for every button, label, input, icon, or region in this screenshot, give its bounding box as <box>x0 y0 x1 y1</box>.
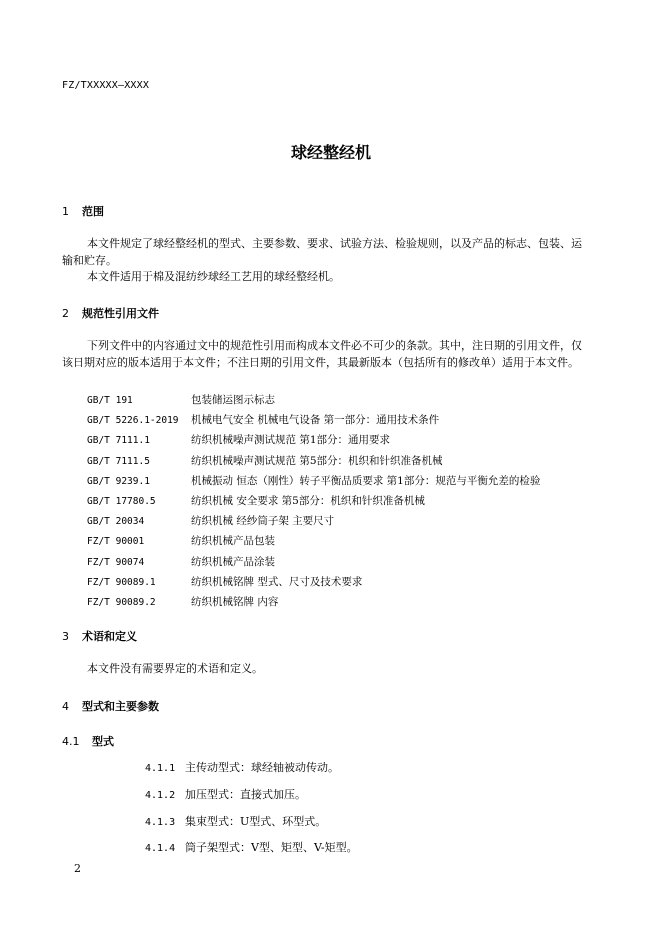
reference-title: 纺织机械铭牌 内容 <box>191 595 279 608</box>
reference-item <box>87 534 597 554</box>
reference-title: 纺织机械产品包装 <box>191 535 275 548</box>
reference-item <box>87 433 597 453</box>
clause-number: 4.1.3 <box>145 816 176 828</box>
reference-code: GB/T 20034 <box>87 516 145 528</box>
reference-title: 机械振动 恒态（刚性）转子平衡品质要求 第1部分：规范与平衡允差的检验 <box>191 474 541 487</box>
clause-item <box>145 761 358 788</box>
reference-item <box>87 393 597 413</box>
standard-code: FZ/TXXXXX—XXXX <box>62 80 150 91</box>
reference-code: GB/T 17780.5 <box>87 495 156 507</box>
clause-number: 4.1.2 <box>145 789 176 801</box>
section-2-heading <box>62 305 159 321</box>
reference-code: GB/T 7111.5 <box>87 455 150 467</box>
terms-paragraph: 本文件没有需要界定的术语和定义。 <box>87 662 263 675</box>
scope-paragraph-2: 本文件适用于棉及混纺纱球经工艺用的球经整经机。 <box>87 270 340 283</box>
clause-text: 主传动型式：球经轴被动传动。 <box>185 761 339 774</box>
reference-title: 纺织机械噪声测试规范 第5部分：机织和针织准备机械 <box>191 454 443 467</box>
reference-item <box>87 474 597 494</box>
reference-item <box>87 514 597 534</box>
clause-item <box>145 815 358 842</box>
section-number: 1 <box>62 205 69 218</box>
reference-title: 纺织机械铭牌 型式、尺寸及技术要求 <box>191 575 363 588</box>
reference-code: GB/T 191 <box>87 395 133 406</box>
section-1-heading <box>62 203 104 219</box>
reference-title: 机械电气安全 机械电气设备 第一部分：通用技术条件 <box>191 414 440 427</box>
reference-item <box>87 413 597 433</box>
reference-item <box>87 575 597 595</box>
clause-text: 加压型式：直接式加压。 <box>185 787 306 801</box>
section-title: 规范性引用文件 <box>82 307 159 320</box>
clause-number: 4.1.4 <box>145 843 176 855</box>
reference-title: 纺织机械噪声测试规范 第1部分：通用要求 <box>191 434 391 447</box>
reference-item <box>87 454 597 474</box>
section-3-heading <box>62 628 137 644</box>
document-title: 球经整经机 <box>290 143 371 162</box>
clause-item <box>145 788 358 815</box>
section-title: 型式和主要参数 <box>82 700 159 713</box>
page-number: 2 <box>74 862 81 875</box>
section-number: 2 <box>62 307 69 320</box>
scope-paragraph-1: 本文件规定了球经整经机的型式、主要参数、要求、试验方法、检验规则，以及产品的标志、包装、运输和贮存。 <box>62 237 582 267</box>
reference-title: 包装储运图示标志 <box>191 394 275 406</box>
reference-code: GB/T 7111.1 <box>87 435 150 447</box>
section-4-heading <box>62 698 159 714</box>
reference-title: 纺织机械 安全要求 第5部分：机织和针织准备机械 <box>191 494 425 507</box>
reference-title: 纺织机械 经纱筒子架 主要尺寸 <box>191 515 335 528</box>
section-number: 3 <box>62 630 69 643</box>
clause-text: 筒子架型式：V型、矩型、V-矩型。 <box>185 841 358 855</box>
clause-item <box>145 841 358 868</box>
subsection-number: 4.1 <box>62 735 80 748</box>
subsection-title: 型式 <box>92 735 114 748</box>
clause-text: 集束型式：U型式、环型式。 <box>185 814 327 828</box>
reference-code: FZ/T 90001 <box>87 536 145 548</box>
subsection-4-1-heading <box>62 733 114 749</box>
section-title: 范围 <box>82 205 104 218</box>
reference-item <box>87 494 597 514</box>
reference-item <box>87 555 597 575</box>
reference-list <box>87 393 597 615</box>
section-title: 术语和定义 <box>82 630 137 643</box>
section-number: 4 <box>62 700 69 713</box>
reference-code: FZ/T 90074 <box>87 556 145 568</box>
reference-code: FZ/T 90089.1 <box>87 576 156 588</box>
reference-code: GB/T 9239.1 <box>87 475 150 487</box>
reference-code: FZ/T 90089.2 <box>87 596 156 608</box>
clause-list <box>145 761 358 868</box>
reference-item <box>87 595 597 615</box>
references-intro: 下列文件中的内容通过文中的规范性引用而构成本文件必不可少的条款。其中，注日期的引用文件，仅该日期对应的版本适用于本文件；不注日期的引用文件，其最新版本（包括所有的修改单）适用于本文件。 <box>62 339 582 369</box>
clause-number: 4.1.1 <box>145 763 176 774</box>
reference-code: GB/T 5226.1-2019 <box>87 415 179 427</box>
reference-title: 纺织机械产品涂装 <box>191 555 275 568</box>
